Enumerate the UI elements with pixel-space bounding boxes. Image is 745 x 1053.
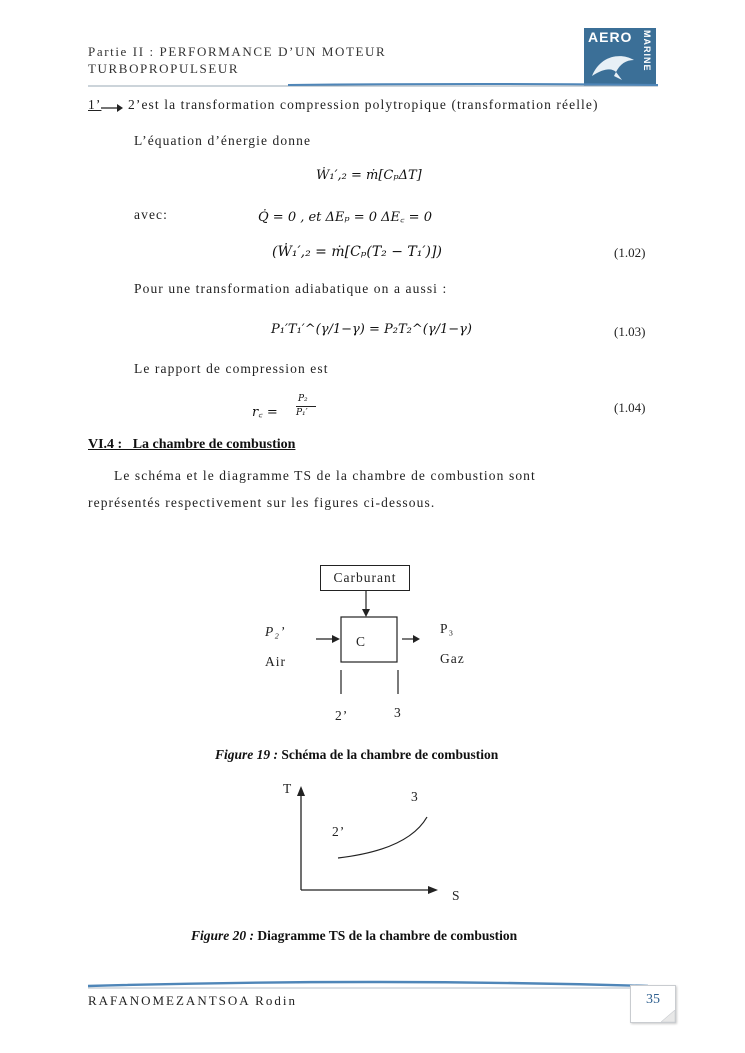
figure-19-prefix: Figure 19 : bbox=[215, 747, 279, 762]
equation-work: Ẇ₁′,₂ = ṁ[CₚΔT] bbox=[316, 168, 422, 183]
dolphin-icon bbox=[586, 46, 642, 84]
page-number: 35 bbox=[646, 992, 660, 1007]
logo-text-aero: AERO bbox=[588, 29, 633, 45]
equation-1-04-numerator: P₂ bbox=[298, 394, 308, 404]
energy-equation-intro: L’équation d’énergie donne bbox=[134, 133, 312, 148]
ratio-intro: Le rapport de compression est bbox=[134, 361, 329, 376]
ts-point-3: 3 bbox=[411, 789, 419, 804]
fraction-bar bbox=[296, 406, 316, 407]
equation-1-04-denominator: P₁′ bbox=[296, 408, 308, 418]
equation-number-1-04: (1.04) bbox=[614, 400, 646, 415]
outlet-pressure: P₃ bbox=[440, 621, 455, 636]
figure-19-text: Schéma de la chambre de combustion bbox=[281, 747, 499, 762]
header-rule bbox=[88, 82, 658, 90]
figure-19-caption bbox=[215, 747, 498, 763]
station-2prime: 2’ bbox=[335, 708, 349, 723]
equation-1-02: (Ẇ₁′,₂ = ṁ[Cₚ(T₂ − T₁′)]) bbox=[272, 244, 442, 260]
ts-axis-s: S bbox=[452, 888, 461, 903]
outlet-gaz-label: Gaz bbox=[440, 651, 465, 666]
figure-20-prefix: Figure 20 : bbox=[191, 928, 255, 943]
logo-text-marine: MARINE bbox=[642, 30, 652, 72]
page-curl-icon bbox=[661, 1010, 675, 1022]
header-title-line1: Partie II : PERFORMANCE D’UN MOTEUR bbox=[88, 44, 387, 59]
aero-marine-logo bbox=[584, 28, 656, 86]
paragraph-line-2: représentés respectivement sur les figures ci-dessous. bbox=[88, 495, 436, 510]
figure-20-caption bbox=[191, 928, 517, 944]
footer-rule bbox=[88, 980, 648, 990]
adiabatic-intro: Pour une transformation adiabatique on a aussi : bbox=[134, 281, 448, 296]
ts-curve bbox=[338, 817, 427, 858]
carburant-label: Carburant bbox=[333, 570, 397, 585]
equation-number-1-02: (1.02) bbox=[614, 245, 646, 260]
ts-diagram bbox=[290, 780, 450, 900]
paragraph-line-1: Le schéma et le diagramme TS de la chambre de combustion sont bbox=[114, 468, 536, 483]
avec-label: avec: bbox=[134, 207, 168, 222]
page-number-box bbox=[630, 985, 676, 1023]
chamber-label: C bbox=[356, 634, 367, 649]
station-3: 3 bbox=[394, 705, 402, 720]
inlet-air-label: Air bbox=[265, 654, 286, 669]
footer-author: RAFANOMEZANTSOA Rodin bbox=[88, 993, 297, 1008]
ts-axis-t: T bbox=[283, 781, 293, 796]
carburant-box bbox=[320, 565, 410, 591]
equation-1-03: P₁′T₁′^(γ/1−γ) = P₂T₂^(γ/1−γ) bbox=[271, 322, 472, 337]
figure-20-text: Diagramme TS de la chambre de combustion bbox=[257, 928, 518, 943]
inlet-pressure: P₂’ bbox=[265, 624, 286, 639]
header-title-line2: TURBOPROPULSEUR bbox=[88, 61, 240, 76]
equation-number-1-03: (1.03) bbox=[614, 324, 646, 339]
ts-point-2prime: 2’ bbox=[332, 824, 346, 839]
transformation-text: 2’est la transformation compression polytropique (transformation réelle) bbox=[128, 97, 599, 112]
equation-1-04-lhs: r꜀ = bbox=[252, 405, 278, 420]
transformation-start: 1’ bbox=[88, 97, 102, 112]
avec-conditions: Q̇ = 0 , et ΔEₚ = 0 ΔE꜀ = 0 bbox=[258, 210, 432, 225]
arrow-right-icon bbox=[100, 99, 124, 113]
section-title: VI.4 : La chambre de combustion bbox=[88, 437, 296, 452]
